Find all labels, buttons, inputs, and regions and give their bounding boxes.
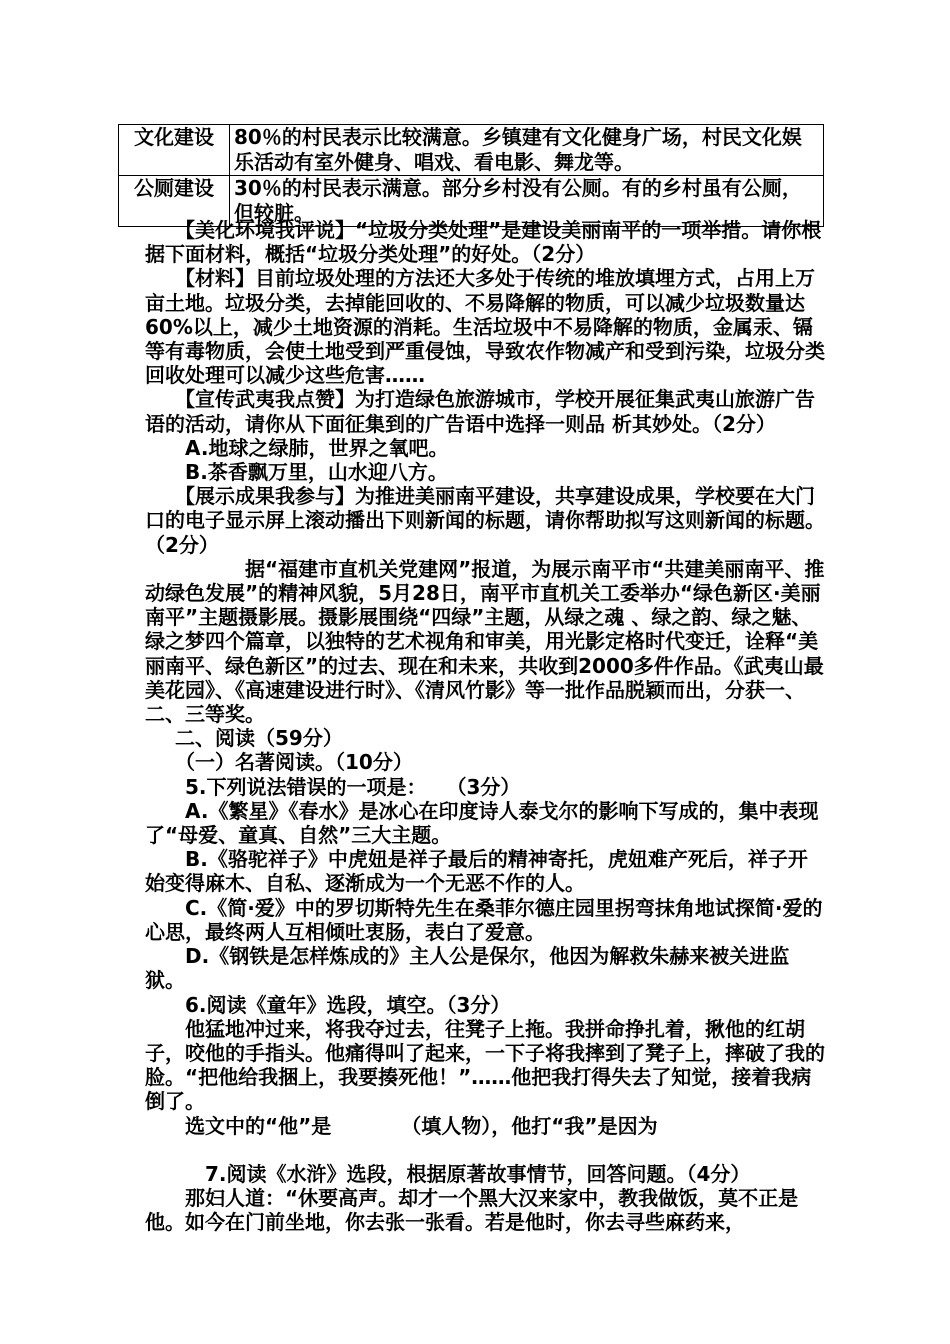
survey-table xyxy=(118,124,824,227)
question-6: 6.阅读《童年》选段，填空。（3分） xyxy=(185,992,511,1017)
question-5: 5.下列说法错误的一项是： （3分） xyxy=(185,774,521,799)
answer-space xyxy=(145,1138,825,1162)
news-article: 据“福建市直机关党建网”报道，为展示南平市“共建美丽南平、推动绿色发展”的精神风貌，5月28日，南平市直机关工委举办“绿色新区·美丽南平”主题摄影展。摄影展围绕“四绿”主题，从绿之魂 、绿之韵、绿之魅、绿之梦四个篇章，以独特的艺术视角和审美，用光影定格时代变迁，诠释“美丽南平、绿色新区”的过去、现在和未来，共收到2000多件作品。《武夷山最美花园》、《高速建设进行时》、《清风竹影》等一批作品脱颖而出，分获一、二、三等奖。 xyxy=(145,556,825,727)
table-row-label: 公厕建设 xyxy=(119,176,230,227)
section-heading-reading: 二、阅读（59分） xyxy=(175,726,343,751)
material-paragraph: 【材料】目前垃圾处理的方法还大多处于传统的堆放填埋方式，占用上万亩土地。垃圾分类，去掉能回收的、不易降解的物质，可以减少垃圾数量达60%以上，减少土地资源的消耗。生活垃圾中不易降解的物质，金属汞、镉等有毒物质，会使土地受到严重侵蚀，导致农作物减产和受到污染，垃圾分类回收处理可以减少这些危害…… xyxy=(145,266,825,388)
fill-in-blank: 选文中的“他”是 （填人物），他打“我”是因为 xyxy=(185,1113,658,1138)
table-row xyxy=(119,125,824,176)
childhood-excerpt: 他猛地冲过来，将我夺过去，往凳子上拖。我拼命挣扎着，揪他的红胡子，咬他的手指头。他痛得叫了起来，一下子将我摔到了凳子上，摔破了我的脸。“把他给我捆上，我要揍死他！”……他把我打得失去了知觉，接着我病倒了。 xyxy=(145,1016,825,1114)
slogan-option-b: B.茶香飘万里，山水迎八方。 xyxy=(185,460,448,485)
question-7: 7.阅读《水浒》选段，根据原著故事情节，回答问题。（4分） xyxy=(205,1161,751,1186)
water-margin-excerpt: 那妇人道：“休要高声。却才一个黑大汉来家中，教我做饭，莫不正是他。如今在门前坐地，你去张一张看。若是他时，你去寻些麻药来， xyxy=(145,1185,799,1235)
document-body xyxy=(145,218,825,1234)
subsection-heading-classics: （一）名著阅读。（10分） xyxy=(175,750,413,775)
slogan-option-a: A.地球之绿肺，世界之氧吧。 xyxy=(185,435,449,460)
table-row-label: 文化建设 xyxy=(119,125,230,176)
option-c: C.《简·爱》中的罗切斯特先生在桑菲尔德庄园里拐弯抹角地试探简·爱的心思，最终两人互相倾吐衷肠，表白了爱意。 xyxy=(145,895,823,944)
question-environment: 【美化环境我评说】“垃圾分类处理”是建设美丽南平的一项举措。请你根据下面材料，概括“垃圾分类处理”的好处。（2分） xyxy=(145,218,822,267)
option-b: B.《骆驼祥子》中虎妞是祥子最后的精神寄托，虎妞难产死后，祥子开始变得麻木、自私、逐渐成为一个无恶不作的人。 xyxy=(145,847,808,896)
table-row-text: 80％的村民表示比较满意。乡镇建有文化健身广场，村民文化娱乐活动有室外健身、唱戏、看电影、舞龙等。 xyxy=(230,125,824,176)
option-d: D.《钢铁是怎样炼成的》主人公是保尔，他因为解救朱赫来被关进监狱。 xyxy=(145,944,790,993)
question-wuyi-slogan: 【宣传武夷我点赞】为打造绿色旅游城市，学校开展征集武夷山旅游广告语的活动，请你从下面征集到的广告语中选择一则品 析其妙处。（2分） xyxy=(145,387,815,436)
table-row-text: 30％的村民表示满意。部分乡村没有公厕。有的乡村虽有公厕，但较脏。 xyxy=(230,176,824,227)
option-a: A.《繁星》《春水》是冰心在印度诗人泰戈尔的影响下写成的，集中表现了“母爱、童真、自然”三大主题。 xyxy=(145,798,819,848)
question-news-title: 【展示成果我参与】为推进美丽南平建设，共享建设成果，学校要在大门口的电子显示屏上滚动播出下则新闻的标题，请你帮助拟写这则新闻的标题。（2分） xyxy=(145,484,825,557)
